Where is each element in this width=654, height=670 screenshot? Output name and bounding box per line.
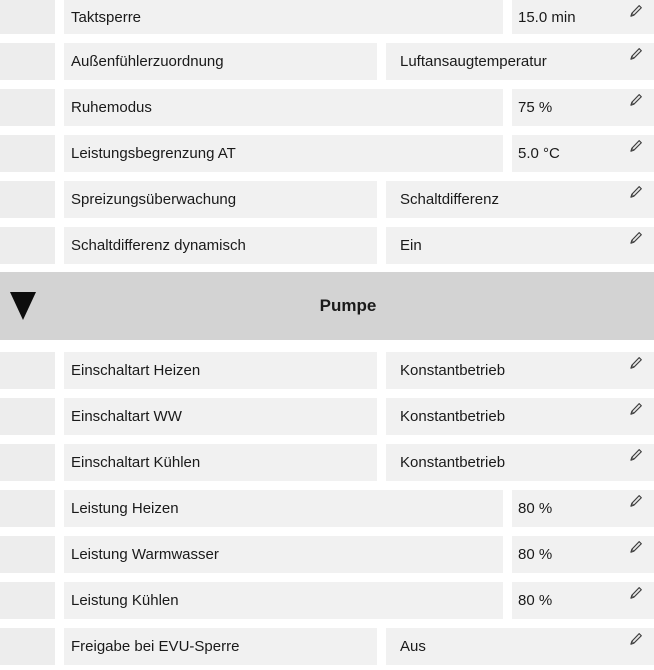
setting-value-text: 75 % <box>518 99 553 116</box>
setting-value-cell <box>386 398 654 435</box>
row-select-cell[interactable] <box>0 628 55 665</box>
edit-pencil-icon[interactable] <box>628 231 643 246</box>
setting-value-cell <box>386 227 654 264</box>
row-select-cell[interactable] <box>0 582 55 619</box>
setting-value-cell <box>512 135 654 172</box>
row-select-cell[interactable] <box>0 490 55 527</box>
edit-pencil-icon[interactable] <box>628 632 643 647</box>
edit-pencil-icon[interactable] <box>628 586 643 601</box>
setting-label: Einschaltart Heizen <box>64 352 377 389</box>
setting-value-text: 80 % <box>518 546 553 563</box>
setting-label: Einschaltart WW <box>64 398 377 435</box>
setting-value-cell <box>512 536 654 573</box>
setting-label: Leistung Kühlen <box>64 582 503 619</box>
setting-value-cell <box>386 352 654 389</box>
setting-value-cell <box>512 89 654 126</box>
setting-value-text: Konstantbetrieb <box>400 454 506 471</box>
setting-row <box>0 0 654 34</box>
setting-row <box>0 181 654 218</box>
row-select-cell[interactable] <box>0 227 55 264</box>
settings-rows-upper <box>0 0 654 264</box>
setting-value-text: Aus <box>400 638 426 655</box>
setting-row <box>0 582 654 619</box>
row-select-cell[interactable] <box>0 536 55 573</box>
edit-pencil-icon[interactable] <box>628 448 643 463</box>
row-select-cell[interactable] <box>0 352 55 389</box>
setting-row <box>0 398 654 435</box>
setting-label: Taktsperre <box>64 0 503 34</box>
setting-row <box>0 227 654 264</box>
setting-value-text: 15.0 min <box>518 8 576 26</box>
setting-label: Einschaltart Kühlen <box>64 444 377 481</box>
edit-pencil-icon[interactable] <box>628 47 643 62</box>
setting-value-cell <box>386 181 654 218</box>
setting-row <box>0 628 654 665</box>
edit-pencil-icon[interactable] <box>628 139 643 154</box>
setting-row <box>0 43 654 80</box>
setting-value-text: Luftansaugtemperatur <box>400 53 547 70</box>
setting-value-cell <box>512 0 654 34</box>
setting-row <box>0 135 654 172</box>
row-select-cell[interactable] <box>0 89 55 126</box>
setting-value-text: Konstantbetrieb <box>400 408 506 425</box>
edit-pencil-icon[interactable] <box>628 494 643 509</box>
setting-row <box>0 536 654 573</box>
row-select-cell[interactable] <box>0 135 55 172</box>
setting-value-text: 80 % <box>518 500 553 517</box>
setting-label: Spreizungsüberwachung <box>64 181 377 218</box>
row-select-cell[interactable] <box>0 43 55 80</box>
setting-value-cell <box>386 628 654 665</box>
setting-value-cell <box>512 582 654 619</box>
setting-value-text: Ein <box>400 237 422 254</box>
setting-value-cell <box>386 444 654 481</box>
edit-pencil-icon[interactable] <box>628 93 643 108</box>
row-select-cell[interactable] <box>0 444 55 481</box>
settings-rows-lower <box>0 352 654 665</box>
setting-label: Ruhemodus <box>64 89 503 126</box>
edit-pencil-icon[interactable] <box>628 402 643 417</box>
section-title: Pumpe <box>319 296 377 315</box>
setting-row <box>0 89 654 126</box>
edit-pencil-icon[interactable] <box>628 4 643 19</box>
setting-value-text: 80 % <box>518 592 553 609</box>
setting-label: Leistung Heizen <box>64 490 503 527</box>
edit-pencil-icon[interactable] <box>628 185 643 200</box>
setting-row <box>0 444 654 481</box>
setting-row <box>0 490 654 527</box>
section-header-pumpe[interactable] <box>0 272 654 340</box>
setting-label: Schaltdifferenz dynamisch <box>64 227 377 264</box>
setting-value-text: 5.0 °C <box>518 145 560 162</box>
setting-label: Leistung Warmwasser <box>64 536 503 573</box>
edit-pencil-icon[interactable] <box>628 356 643 371</box>
setting-value-cell <box>386 43 654 80</box>
setting-label: Freigabe bei EVU-Sperre <box>64 628 377 665</box>
setting-label: Außenfühlerzuordnung <box>64 43 377 80</box>
setting-value-cell <box>512 490 654 527</box>
setting-label: Leistungsbegrenzung AT <box>64 135 503 172</box>
setting-value-text: Schaltdifferenz <box>400 191 499 208</box>
row-select-cell[interactable] <box>0 398 55 435</box>
row-select-cell[interactable] <box>0 0 55 34</box>
edit-pencil-icon[interactable] <box>628 540 643 555</box>
setting-row <box>0 352 654 389</box>
triangle-down-icon[interactable] <box>10 292 36 320</box>
row-select-cell[interactable] <box>0 181 55 218</box>
setting-value-text: Konstantbetrieb <box>400 362 506 379</box>
